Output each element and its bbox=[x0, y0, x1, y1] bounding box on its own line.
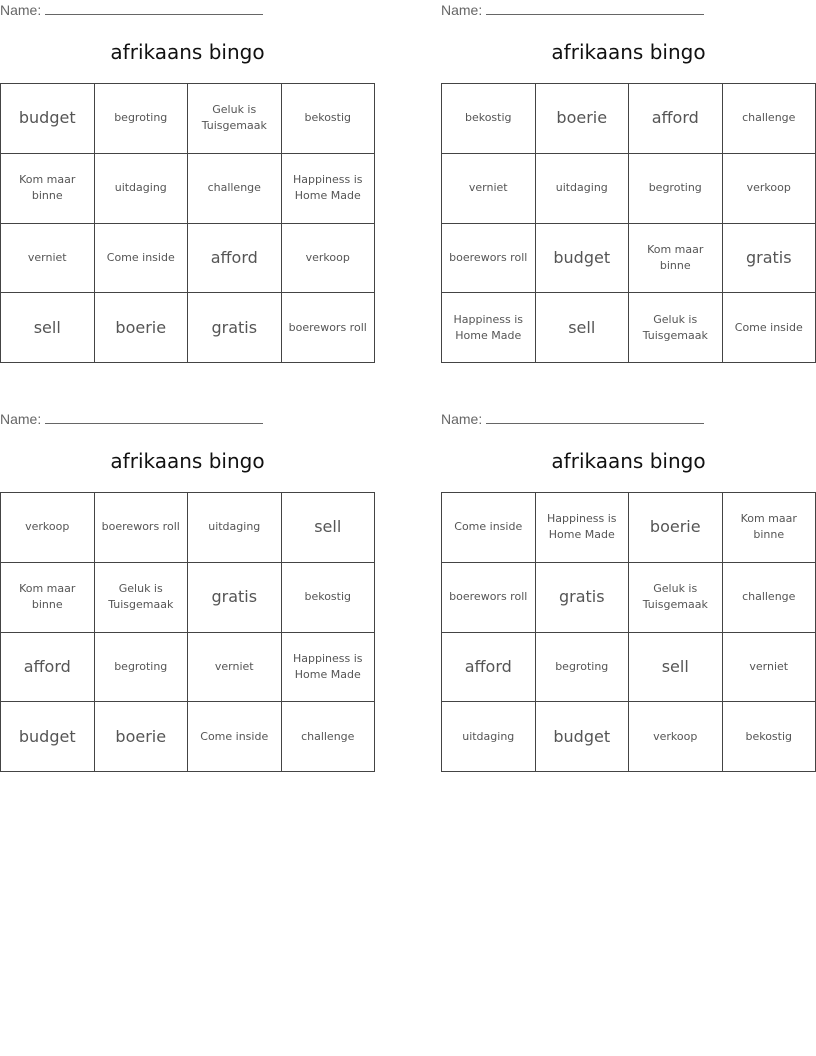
bingo-cell: Kom maar binne bbox=[629, 224, 723, 294]
bingo-cell: sell bbox=[536, 293, 630, 363]
bingo-cell: Geluk is Tuisgemaak bbox=[629, 563, 723, 633]
bingo-cell: boerie bbox=[95, 293, 189, 363]
bingo-cell: Geluk is Tuisgemaak bbox=[95, 563, 189, 633]
bingo-cell: Geluk is Tuisgemaak bbox=[629, 293, 723, 363]
name-field bbox=[0, 2, 263, 18]
bingo-cell: afford bbox=[629, 84, 723, 154]
name-blank-line bbox=[486, 411, 704, 424]
bingo-cell: begroting bbox=[95, 84, 189, 154]
bingo-grid bbox=[0, 83, 375, 363]
bingo-cell: Kom maar binne bbox=[1, 563, 95, 633]
bingo-card bbox=[441, 0, 816, 360]
bingo-cell: challenge bbox=[723, 563, 816, 633]
card-title: afrikaans bingo bbox=[551, 449, 706, 473]
bingo-cell: uitdaging bbox=[442, 702, 536, 772]
bingo-cell: uitdaging bbox=[95, 154, 189, 224]
name-label: Name: bbox=[441, 2, 483, 18]
bingo-cell: Happiness is Home Made bbox=[536, 493, 630, 563]
card-title: afrikaans bingo bbox=[110, 40, 265, 64]
bingo-card bbox=[441, 409, 816, 769]
bingo-cell: budget bbox=[536, 224, 630, 294]
card-title: afrikaans bingo bbox=[551, 40, 706, 64]
bingo-cell: bekostig bbox=[282, 84, 376, 154]
name-field bbox=[441, 411, 704, 427]
bingo-cell: Come inside bbox=[723, 293, 816, 363]
bingo-cell: Kom maar binne bbox=[1, 154, 95, 224]
bingo-cell: bekostig bbox=[723, 702, 816, 772]
bingo-cell: challenge bbox=[282, 702, 376, 772]
bingo-cell: verniet bbox=[188, 633, 282, 703]
name-label: Name: bbox=[0, 411, 42, 427]
bingo-cell: Geluk is Tuisgemaak bbox=[188, 84, 282, 154]
bingo-grid bbox=[441, 83, 816, 363]
bingo-cell: verniet bbox=[723, 633, 816, 703]
bingo-cell: verkoop bbox=[723, 154, 816, 224]
bingo-cell: verkoop bbox=[282, 224, 376, 294]
bingo-cell: boerewors roll bbox=[442, 563, 536, 633]
bingo-cell: afford bbox=[188, 224, 282, 294]
bingo-card bbox=[0, 409, 375, 769]
bingo-cell: uitdaging bbox=[188, 493, 282, 563]
bingo-cell: Happiness is Home Made bbox=[282, 154, 376, 224]
bingo-cell: Happiness is Home Made bbox=[442, 293, 536, 363]
bingo-cell: Come inside bbox=[95, 224, 189, 294]
bingo-cell: bekostig bbox=[282, 563, 376, 633]
bingo-cell: bekostig bbox=[442, 84, 536, 154]
bingo-cell: begroting bbox=[95, 633, 189, 703]
card-title: afrikaans bingo bbox=[110, 449, 265, 473]
bingo-cell: budget bbox=[1, 702, 95, 772]
bingo-cell: gratis bbox=[188, 293, 282, 363]
name-field bbox=[441, 2, 704, 18]
bingo-cell: challenge bbox=[723, 84, 816, 154]
bingo-cell: gratis bbox=[188, 563, 282, 633]
bingo-cell: boerie bbox=[536, 84, 630, 154]
bingo-cell: boerewors roll bbox=[282, 293, 376, 363]
bingo-cell: verniet bbox=[1, 224, 95, 294]
name-label: Name: bbox=[0, 2, 42, 18]
bingo-cell: verniet bbox=[442, 154, 536, 224]
bingo-card bbox=[0, 0, 375, 360]
name-blank-line bbox=[45, 411, 263, 424]
bingo-cell: afford bbox=[1, 633, 95, 703]
bingo-cell: sell bbox=[629, 633, 723, 703]
bingo-cell: verkoop bbox=[1, 493, 95, 563]
bingo-cell: boerewors roll bbox=[442, 224, 536, 294]
bingo-grid bbox=[0, 492, 375, 772]
name-field bbox=[0, 411, 263, 427]
bingo-cell: begroting bbox=[536, 633, 630, 703]
name-blank-line bbox=[45, 2, 263, 15]
bingo-cell: uitdaging bbox=[536, 154, 630, 224]
bingo-cell: budget bbox=[536, 702, 630, 772]
name-blank-line bbox=[486, 2, 704, 15]
name-label: Name: bbox=[441, 411, 483, 427]
bingo-cell: Kom maar binne bbox=[723, 493, 816, 563]
bingo-cell: challenge bbox=[188, 154, 282, 224]
bingo-cell: gratis bbox=[536, 563, 630, 633]
bingo-cell: budget bbox=[1, 84, 95, 154]
bingo-cell: begroting bbox=[629, 154, 723, 224]
bingo-cell: boerewors roll bbox=[95, 493, 189, 563]
bingo-cell: Come inside bbox=[442, 493, 536, 563]
bingo-cell: gratis bbox=[723, 224, 816, 294]
bingo-grid bbox=[441, 492, 816, 772]
bingo-cell: sell bbox=[1, 293, 95, 363]
bingo-cell: Come inside bbox=[188, 702, 282, 772]
bingo-cell: afford bbox=[442, 633, 536, 703]
bingo-cell: Happiness is Home Made bbox=[282, 633, 376, 703]
bingo-cell: boerie bbox=[629, 493, 723, 563]
bingo-cell: sell bbox=[282, 493, 376, 563]
bingo-cell: boerie bbox=[95, 702, 189, 772]
bingo-cell: verkoop bbox=[629, 702, 723, 772]
